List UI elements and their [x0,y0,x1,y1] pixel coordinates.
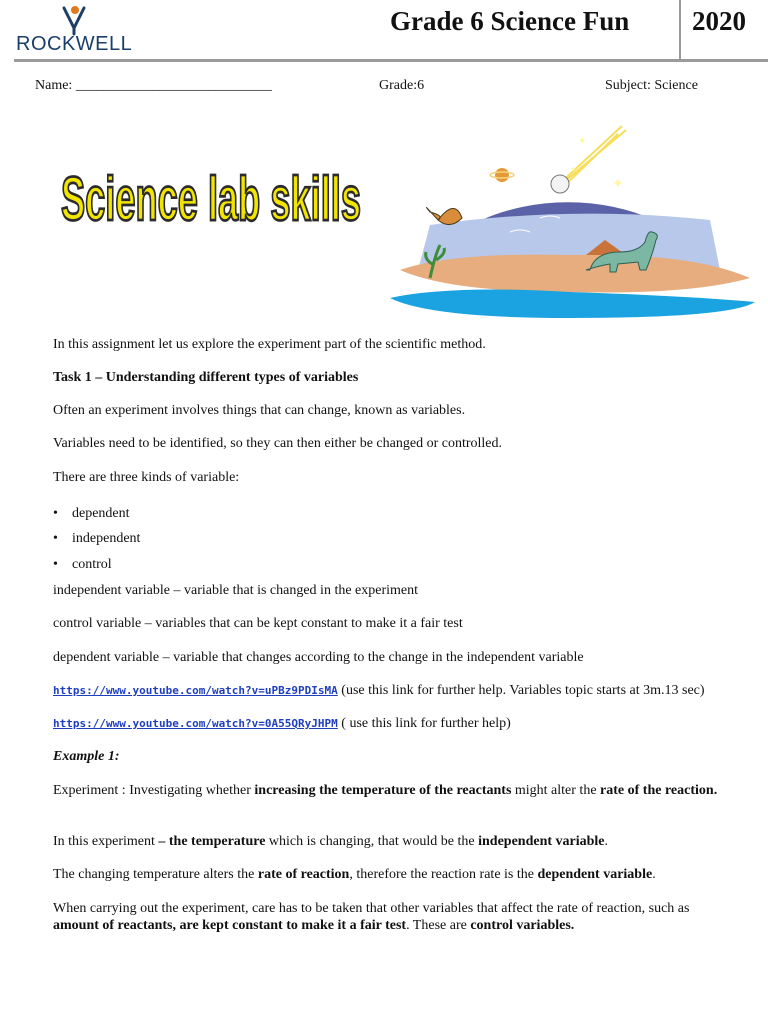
butterfly-icon [426,208,462,225]
wordart-text: Science lab skills [61,163,361,234]
control-paragraph: When carrying out the experiment, care has to be taken that other variables that affect the rate of reaction, such as amount of reactants, are kept constant to make it a fair test. These are control variables. [53,901,690,933]
svg-text:✦: ✦ [578,136,587,147]
subject-label: Subject: Science [605,78,698,93]
youtube-link-1[interactable]: https://www.youtube.com/watch?v=uPBz9PDIsMA [53,684,338,697]
experiment-paragraph: Experiment : Investigating whether increasing the temperature of the reactants might alter the rate of the reaction. [53,783,718,798]
bullet-icon: • [53,557,58,572]
bullet-icon: • [53,506,58,521]
grade-label: Grade:6 [379,78,425,93]
page-title: Grade 6 Science Fun [390,6,630,36]
planet-icon [495,168,509,182]
definition-control: control variable – variables that can be kept constant to make it a fair test [53,616,463,631]
star-icon: ✦ [612,177,624,192]
task-heading: Task 1 – Understanding different types of variables [53,370,359,385]
water [390,290,755,318]
list-item: • independent [53,531,141,546]
intro-paragraph: In this assignment let us explore the experiment part of the scientific method. [53,337,486,352]
youtube-link-2[interactable]: https://www.youtube.com/watch?v=0A55QRyJHPM [53,717,338,730]
name-field-label: Name: ____________________________ [35,78,272,93]
example-heading: Example 1: [53,749,120,764]
science-lab-skills-wordart [55,160,375,240]
logo-figure-icon [64,6,84,34]
definition-dependent: dependent variable – variable that changes according to the change in the independent variable [53,650,584,665]
definition-independent: independent variable – variable that is changed in the experiment [53,583,419,598]
header-divider [679,0,681,60]
list-item: • dependent [53,506,130,521]
link-note-1: (use this link for further help. Variables topic starts at 3m.13 sec) [341,683,705,698]
paragraph-three-kinds: There are three kinds of variable: [53,470,240,485]
header-rule [14,59,768,62]
logo-text: ROCKWELL [16,33,133,55]
science-scene-illustration [390,120,760,320]
link-note-2: ( use this link for further help) [341,716,511,731]
dependent-paragraph: The changing temperature alters the rate of reaction, therefore the reaction rate is the dependent variable. [53,867,656,882]
independent-paragraph: In this experiment – the temperature which is changing, that would be the independent variable. [53,834,609,849]
bullet-icon: • [53,531,58,546]
link-line-2 [53,716,511,732]
list-item: • control [53,557,112,572]
paragraph-variables: Often an experiment involves things that can change, known as variables. [53,403,466,418]
paragraph-identify: Variables need to be identified, so they can then either be changed or controlled. [53,436,502,451]
header-year: 2020 [692,6,746,36]
link-line-1 [53,683,705,699]
svg-text:✦: ✦ [570,165,577,174]
